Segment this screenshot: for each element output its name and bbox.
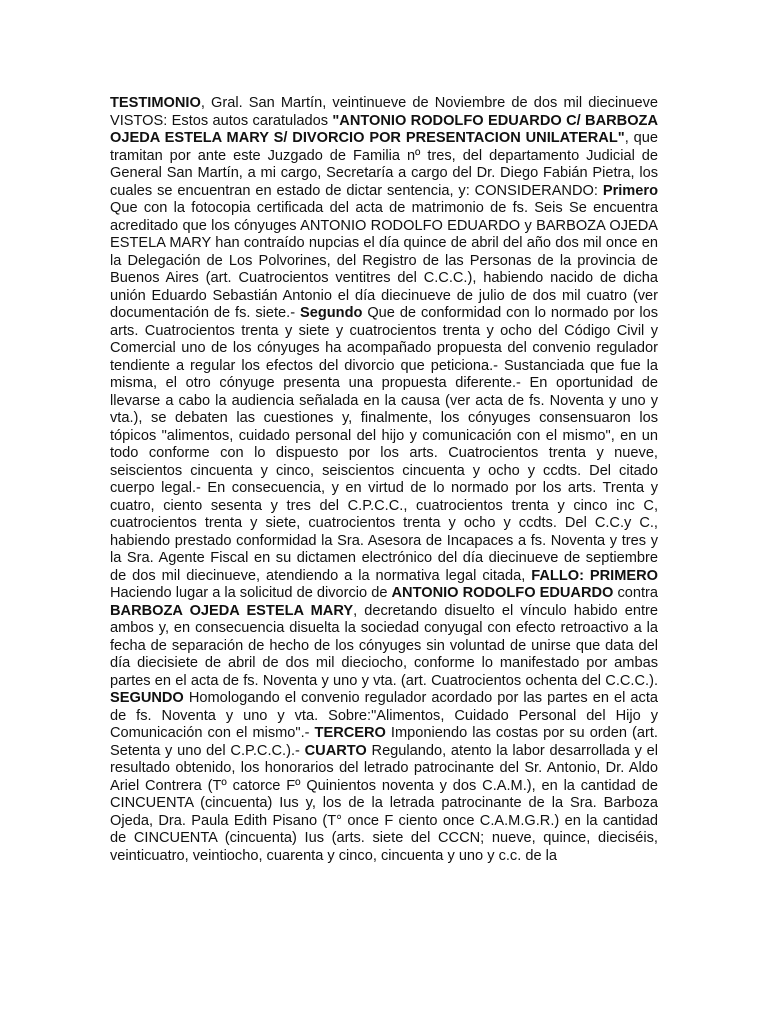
- document-body: [110, 95, 658, 865]
- label-segundo-fallo: SEGUNDO: [110, 690, 184, 706]
- body-text: contra: [613, 585, 659, 601]
- body-text: Homologando el convenio regulador acordado por las partes en el acta de fs. Noventa y uno y vta. Sobre:"Alimentos, Cuidado Personal del Hijo y Comunicación con el mismo".-: [110, 690, 658, 741]
- body-text: , que tramitan por ante este Juzgado de Familia nº tres, del departamento Judicial de General San Martín, a mi cargo, Secretaría a cargo del Dr. Diego Fabián Pietra, los cuales se encuentran en estado de dictar sentencia, y: CONSIDERANDO:: [110, 130, 658, 199]
- body-text: , decretando disuelto el vínculo habido entre ambos y, en consecuencia disuelta la sociedad conyugal con efecto retroactivo a la fecha de separación de hecho de los cónyuges sin voluntad de unirse que data del día diecisiete de abril de dos mil dieciocho, conforme lo manifestado por ambas partes en el acta de fs. Noventa y uno y vta. (art. Cuatrocientos ochenta del C.C.C.).: [110, 602, 658, 689]
- party-name: ANTONIO RODOLFO EDUARDO: [391, 585, 614, 601]
- body-text: Que de conformidad con lo normado por los arts. Cuatrocientos trenta y siete y cuatrocientos trenta y ocho del Código Civil y Comercial uno de los cónyuges ha acompañado propuesta del convenio regulador tendiente a regular los efectos del divorcio que peticiona.- Sustanciada que fue la misma, el otro cónyuge presenta una propuesta diferente.- En oportunidad de llevarse a cabo la audiencia señalada en la causa (ver acta de fs. Noventa y uno y vta.), se debaten las cuestiones y, finalmente, los cónyuges consensuaron los tópicos "alimentos, cuidado personal del hijo y comunicación con el mismo", en un todo conforme con lo dispuesto por los arts. Cuatrocientos trenta y nueve, seiscientos cincuenta y cinco, seiscientos cincuenta y ocho y ccdts. Del citado cuerpo legal.- En consecuencia, y en virtud de lo normado por los arts. Trenta y cuatro, ciento sesenta y tres del C.P.C.C., cuatrocientos trenta y cinco inc C, cuatrocientos trenta y siete, cuatrocientos trenta y ocho y ccdts. Del C.C.y C., habiendo prestado conformidad la Sra. Asesora de Incapaces a fs. Noventa y tres y la Sra. Agente Fiscal en su dictamen electrónico del día diecinueve de septiembre de dos mil diecinueve, atendiendo a la normativa legal citada,: [110, 305, 659, 584]
- heading-testimonio: TESTIMONIO: [110, 95, 201, 111]
- body-text: , Gral. San Martín, veintinueve de Noviembre de dos mil diecinueve VISTOS: Estos autos caratulados: [110, 95, 658, 129]
- label-tercero: TERCERO: [314, 725, 386, 741]
- case-title: "ANTONIO RODOLFO EDUARDO C/ BARBOZA OJEDA ESTELA MARY S/ DIVORCIO POR PRESENTACION UNILATERAL": [110, 112, 658, 146]
- body-text: Haciendo lugar a la solicitud de divorcio de: [110, 585, 392, 601]
- body-text: Que con la fotocopia certificada del acta de matrimonio de fs. Seis Se encuentra acreditado que los cónyuges ANTONIO RODOLFO EDUARDO y BARBOZA OJEDA ESTELA MARY han contraído nupcias el día quince de abril del año dos mil once en la Delegación de Los Polvorines, del Registro de las Personas de la provincia de Buenos Aires (art. Cuatrocientos ventitres del C.C.C.), habiendo nacido de dicha unión Eduardo Sebastián Antonio el día diecinueve de julio de dos mil cuatro (ver documentación de fs. siete.-: [110, 200, 658, 321]
- body-text: Regulando, atento la labor desarrollada y el resultado obtenido, los honorarios del letrado patrocinante del Sr. Antonio, Dr. Aldo Ariel Contrera (Tº catorce Fº Quinientos noventa y dos C.A.M.), en la cantidad de CINCUENTA (cincuenta) Ius y, los de la letrada patrocinante de la Sra. Barboza Ojeda, Dra. Paula Edith Pisano (T° once F ciento once C.A.M.G.R.) en la cantidad de CINCUENTA (cincuenta) Ius (arts. siete del CCCN; nueve, quince, dieciséis, veinticuatro, veintiocho, cuarenta y cinco, cincuenta y uno y c.c. de la: [110, 742, 658, 864]
- label-segundo: Segundo: [299, 305, 363, 321]
- label-fallo-primero: FALLO: PRIMERO: [531, 567, 659, 584]
- party-name: BARBOZA OJEDA ESTELA MARY: [110, 602, 354, 619]
- label-primero: Primero: [602, 182, 658, 199]
- label-cuarto: CUARTO: [304, 742, 367, 759]
- body-text: Imponiendo las costas por su orden (art. Setenta y uno del C.P.C.C.).-: [110, 725, 658, 759]
